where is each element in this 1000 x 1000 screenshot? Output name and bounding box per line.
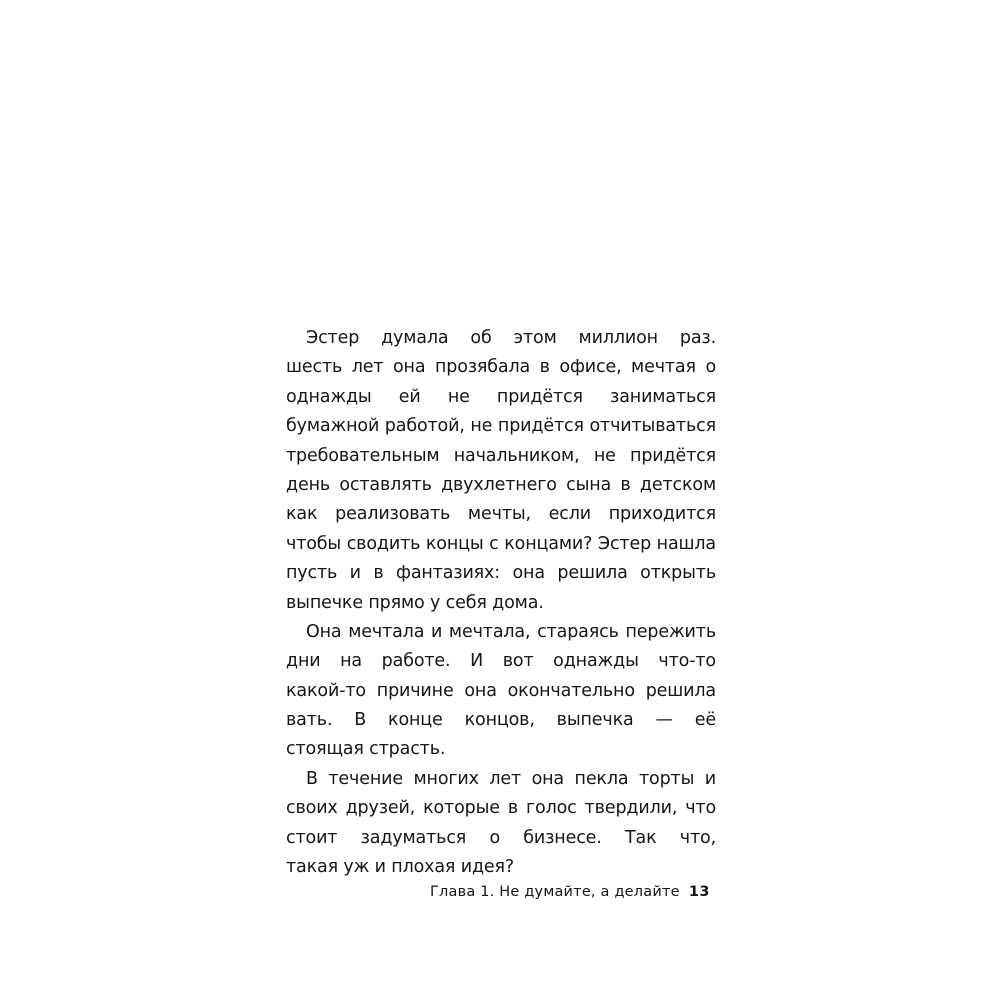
- paragraph-3: [286, 765, 716, 883]
- text-line: бумажной работой, не придётся отчитываться: [286, 416, 716, 437]
- text-line: дни на работе. И вот однажды что-то: [286, 651, 716, 672]
- text-line: В течение многих лет она пекла торты и: [306, 768, 716, 789]
- text-line: выпечке прямо у себя дома.: [286, 592, 544, 613]
- text-line: такая уж и плохая идея?: [286, 857, 515, 878]
- text-line: Эстер думала об этом миллион раз.: [306, 328, 716, 348]
- text-line: пусть и в фантазиях: она решила открыть: [286, 563, 716, 584]
- text-line: день оставлять двухлетнего сына в детском: [286, 474, 716, 495]
- text-line: чтобы сводить концы с концами? Эстер нашла: [286, 533, 716, 554]
- text-line: как реализовать мечты, если приходится: [286, 504, 716, 525]
- text-line: какой-то причине она окончательно решила: [286, 680, 716, 701]
- text-line: своих друзей, которые в голос твердили, что: [286, 798, 716, 819]
- body-text: [286, 324, 716, 882]
- text-line: шесть лет она прозябала в офисе, мечтая о: [286, 357, 716, 378]
- text-line: Она мечтала и мечтала, стараясь пережить: [306, 621, 716, 642]
- running-title: Глава 1. Не думайте, а делайте: [430, 884, 680, 900]
- page-number: 13: [688, 884, 710, 900]
- text-line: вать. В конце концов, выпечка — её: [286, 710, 716, 731]
- text-line: стоит задуматься о бизнесе. Так что,: [286, 827, 716, 848]
- text-line: стоящая страсть.: [286, 739, 446, 760]
- paragraph-2: [286, 618, 716, 765]
- text-line: однажды ей не придётся заниматься: [286, 386, 716, 407]
- text-line: требовательным начальником, не придётся: [286, 445, 716, 466]
- page-footer: [430, 884, 710, 910]
- paragraph-1: [286, 324, 716, 618]
